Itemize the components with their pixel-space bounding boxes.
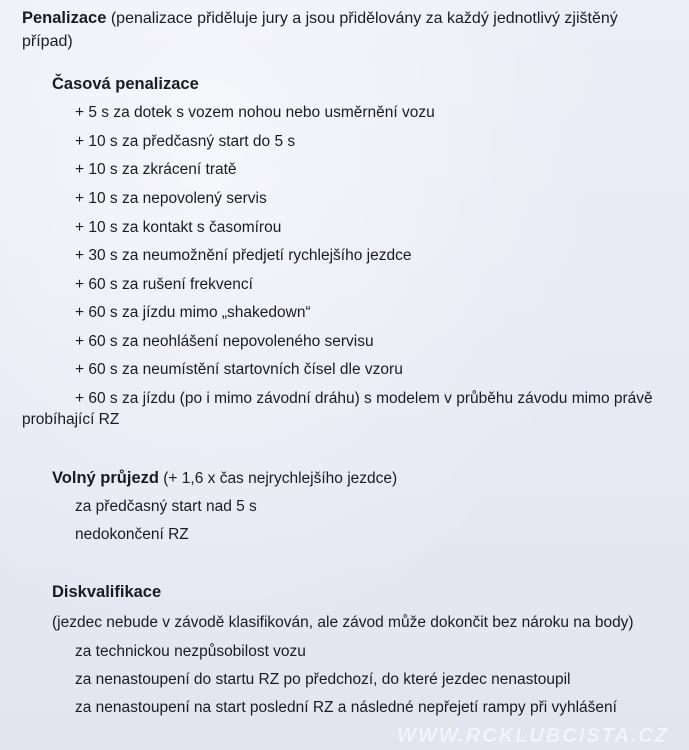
casova-item-2: + 10 s za předčasný start do 5 s — [75, 133, 296, 150]
casova-item-3: + 10 s za zkrácení tratě — [75, 161, 237, 178]
casova-item-11-line1: + 60 s za jízdu (po i mimo závodní dráhu) s modelem v průběhu závodu mimo právě — [75, 390, 653, 407]
volny-prujezd-heading — [52, 468, 397, 489]
diskvalifikace-note: (jezdec nebude v závodě klasifikován, ale závod může dokončit bez nároku na body) — [52, 614, 634, 631]
casova-item-6: + 30 s za neumožnění předjetí rychlejšího jezdce — [75, 247, 412, 264]
volny-item-1: za předčasný start nad 5 s — [75, 498, 257, 515]
diskvalifikace-item-3: za nenastoupení na start poslední RZ a následné nepřejetí rampy při vyhlášení — [75, 699, 617, 716]
casova-item-4: + 10 s za nepovolený servis — [75, 190, 267, 207]
volny-prujezd-note: (+ 1,6 x čas nejrychlejšího jezdce) — [158, 470, 398, 487]
watermark: WWW.RCKLUBCISTA.CZ — [397, 725, 669, 747]
diskvalifikace-item-2: za nenastoupení do startu RZ po předchozí, do které jezdec nenastoupil — [75, 671, 571, 688]
diskvalifikace-title: Diskvalifikace — [52, 583, 162, 601]
casova-item-9: + 60 s za neohlášení nepovoleného servisu — [75, 333, 374, 350]
casova-item-5: + 10 s za kontakt s časomírou — [75, 219, 282, 236]
penalizace-intro: (penalizace přiděluje jury a jsou přidělovány za každý jednotlivý zjištěný případ) — [22, 10, 618, 50]
penalizace-heading — [22, 7, 672, 53]
casova-penalizace-title: Časová penalizace — [52, 75, 199, 93]
volny-prujezd-title: Volný průjezd — [52, 469, 159, 487]
casova-item-1: + 5 s za dotek s vozem nohou nebo usměrnění vozu — [75, 104, 435, 121]
casova-item-7: + 60 s za rušení frekvencí — [75, 276, 253, 293]
volny-item-2: nedokončení RZ — [75, 526, 189, 543]
casova-item-10: + 60 s za neumístění startovních čísel dle vzoru — [75, 361, 403, 378]
casova-item-8: + 60 s za jízdu mimo „shakedown“ — [75, 304, 311, 321]
casova-item-11-line2: probíhající RZ — [22, 411, 120, 428]
diskvalifikace-item-1: za technickou nezpůsobilost vozu — [75, 643, 306, 660]
penalizace-title: Penalizace — [22, 9, 107, 27]
